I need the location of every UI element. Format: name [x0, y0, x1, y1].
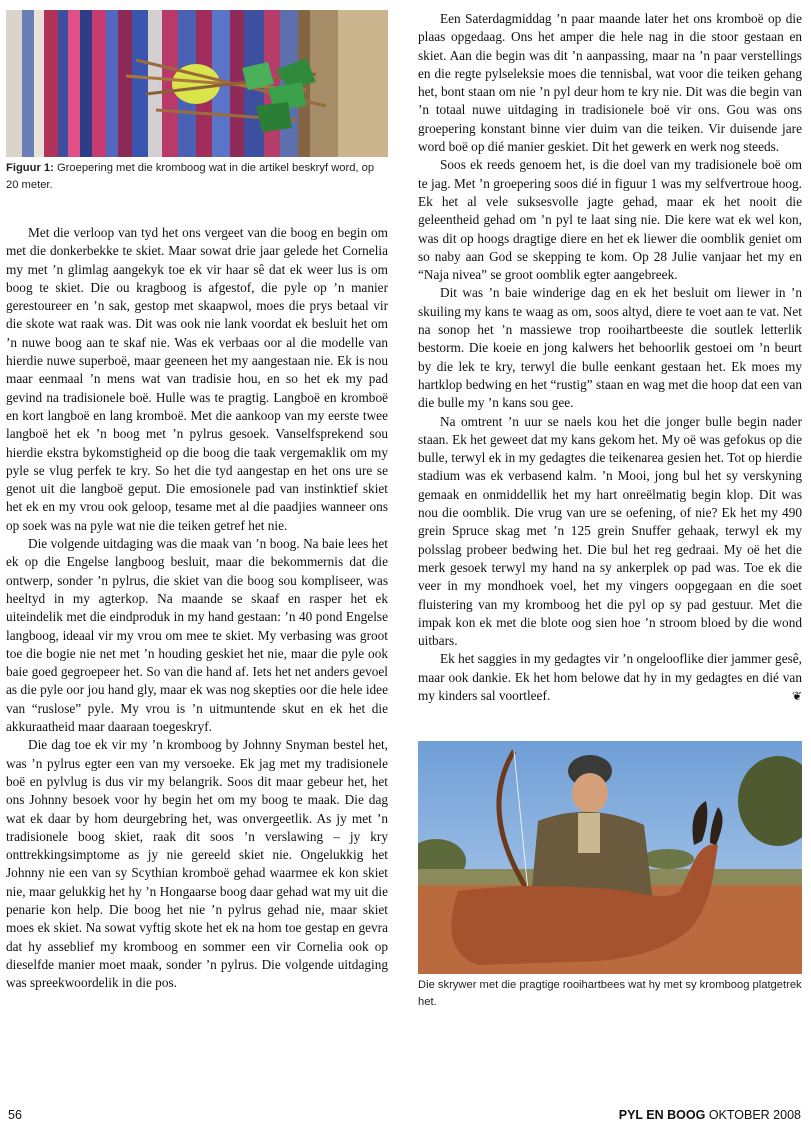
right-column [418, 10, 802, 1011]
figure1-caption [6, 160, 388, 194]
end-mark-icon: ❦ [791, 688, 802, 703]
paragraph: Een Saterdagmiddag ’n paar maande later het ons kromboë op die plaas opgedaag. Ons het amper die hele nag in die stoor gestaan en skiet. Aan die begin was dit ’n aanpassing, maar na ’n paar verstellings en die regte pylseleksie moes die tennisbal, wat voor die teiken gehang het, bont staan om nie ’n pyl deur hom te kry nie. Dit was die begin van ’n totaal nuwe uitdaging in tradisionele boë vir ons. Gou was ons groepering konstant binne vier duim van die teiken. Vir duisende jare word boë op dié manier geskiet. Dit het gewerk en werk nog steeds. [418, 11, 802, 155]
paragraph-text: Ek het saggies in my gedagtes vir ’n ongelooflike dier jammer gesê, maar ook dankie. Ek het hom belowe dat hy in my gedagtes en dié van my kinders sal voortleef. [418, 651, 802, 703]
figure1-label: Figuur 1: [6, 162, 54, 174]
paragraph: Na omtrent ’n uur se naels kou het die jonger bulle begin nader staan. Ek het geweet dat my kans gekom het. My oë was gefokus op die bulle, terwyl ek in my gedagtes die teikenarea gesien het. Tot op hierdie stadium was ek verbasend kalm. ’n Mooi, jong bul het sy verskyning gemaak en onmiddellik het my hart onreëlmatig begin klop. Dit was nou die oomblik. Die vrug van ure se oefening, of nie? Ek het my 490 grein Spruce skag met ’n 125 grein Snuffer gehaak, terwyl ek my polsslag probeer bedwing het. Die bul het reg gedraai. My oë het die merk gesoek terwyl my hand na sy ankerplek op pad was. Toe ek die veer in my mondhoek voel, het my vingers oopgegaan en die soet fluistering van my kromboog het die pyl op sy pad gestuur. Met die impak kon ek met die blote oog sien hoe ’n stroom bloed by die wond uitbars. [418, 413, 802, 649]
paragraph [418, 650, 802, 705]
paragraph: Met die verloop van tyd het ons vergeet van die boog en begin om met die donkerbekke te skiet. Maar sowat drie jaar gelede het Cornelia my met ’n glimlag aangekyk toe ek vir haar sê dat ek weer lus is om boog te skiet. Die ou kragboog is afgestof, die pyle op ’n manier gerestoureer en ’n sak, gestop met skaapwol, moes die prys betaal vir die skote wat raak was. Dit was ook nie lank voordat ek besluit het om ’n nuwe boog aan te skaf nie. Was ek verbaas oor al die modelle van hierdie nuwe superboë, maar geeneen het my aangestaan nie. Ek is nou maar eenmaal ’n mens wat van tradisie hou, en so het ek my pad gevind na tradisionele boë. Hulle was te pragtig. Langboë en kromboë en kort langboë en lang kromboë. Met die aankoop van my eerste twee langboë het ek ’n boog met ’n pylrus gesoek. Vanselfsprekend sou hierdie ekstra bykomstigheid op die boog die taak vergemaklik om my pyle se vlug perfek te kry. So het die tyd aangestap en het ons ure se genot uit die langboë geput. Die emosionele pad van instinktief skiet het ek en my vrou ook geloop, tesame met al die paadjies wanneer ons op soek was na pyle wat nie die teiken getref het nie. [6, 225, 388, 533]
issue-date: OKTOBER 2008 [708, 1108, 801, 1122]
publication-info [619, 1108, 801, 1122]
paragraph: Dit was ’n baie winderige dag en ek het besluit om liewer in ’n skuiling my kans te waag as om, soos altyd, diere te voet aan te vat. Net na sonop het ’n massiewe trop rooihartbeeste die soutlek letterlik bestorm. Die koeie en jong kalwers het behoorlik gestoei om ’n beurt by die lek te kry, terwyl die bulle eenkant gestaan het. Ek moes my hartklop bedwing en het “rustig” staan en wag met die hoop dat een van die bulle my ’n kans sou gee. [418, 285, 802, 411]
magazine-name: PYL EN BOOG [618, 1108, 706, 1122]
archery-target-image [6, 10, 388, 157]
figure2-caption: Die skrywer met die pragtige rooihartbees wat hy met sy kromboog platgetrek het. [418, 979, 802, 1009]
hunter-hartebeest-image [418, 741, 802, 974]
page-number: 56 [8, 1108, 22, 1122]
left-column [6, 10, 388, 992]
figure1-photo [6, 10, 388, 157]
figure2-photo [418, 741, 802, 974]
right-body-text [418, 10, 802, 705]
paragraph: Die dag toe ek vir my ’n kromboog by Johnny Snyman bestel het, was ’n pylrus egter een van my versoeke. Ek jag met my tradisionele boë en pylvlug is dus vir my belangrik. Soos dit maar gebeur het, het ons Johnny besoek voor hy begin het om my boog te maak. Die dag wat ek daar by hom deurgebring het, was onvergeetlik. As jy met ’n tradisionele boog skiet, raak dit soos ’n verslawing – jy kry onttrekkingsimptome as jy nie gereeld skiet nie. Ongelukkig het Johnny nie een van sy Scythian kromboë gehad waarmee ek kon skiet nie, maar gelukkig het hy ’n Hongaarse boog daar gehad wat my uit die penarie kon help. Die boog het nie ’n pylrus gehad nie, maar skiet moes ek skiet. Na sowat vyftig skote het ek na hom toe gestap en gevra dat hy asseblief my kromboog en sommer een vir Cornelia ook op dieselfde manier moet maak, sonder ’n pylrus. Die volgende uitdaging was spreekwoordelik in die pos. [6, 737, 388, 991]
paragraph: Soos ek reeds genoem het, is die doel van my tradisionele boë om te jag. Met ’n groepering soos dié in figuur 1 was my selfvertroue hoog. Ek het al vele suksesvolle jagte gehad, maar ek het nooit die geleentheid gehad om ’n pyl te laat sing nie. Die kere wat ek wel kon, was dit op hoogs dragtige diere en het ek liewer die oomblik geniet om so naby aan God se skepping te kom. Op 28 Julie vanjaar het my en “Naja nivea” se groot oomblik egter aangebreek. [418, 157, 802, 283]
left-body-text [6, 224, 388, 992]
paragraph: Die volgende uitdaging was die maak van ’n boog. Na baie lees het ek op die Engelse langboog besluit, maar die bekommernis dat die ontwerp, sonder ’n pylrus, die skiet van die boog sou kompliseer, was heeltyd in my agterkop. Na maande se skaaf en rasper het ek uiteindelik met die eindproduk in my hand gestaan: ’n 40 pond Engelse langboog, ideaal vir my vrou om mee te skiet. My verbasing was groot toe die bogie nie net met ’n houding geskiet het nie, maar die pyle ook baie goed gegroepeer het. So van die hand af. Iets het net anders gevoel as die pyle oor jou hand gly, maar ek was nog skepties oor die hele idee van “ruslose” pyle. My vrou is ’n uitmuntende skut en ek het die akkuraatheid maar daaraan toegeskryf. [6, 536, 388, 735]
figure1-caption-text: Groepering met die kromboog wat in die artikel beskryf word, op 20 meter. [6, 162, 375, 191]
